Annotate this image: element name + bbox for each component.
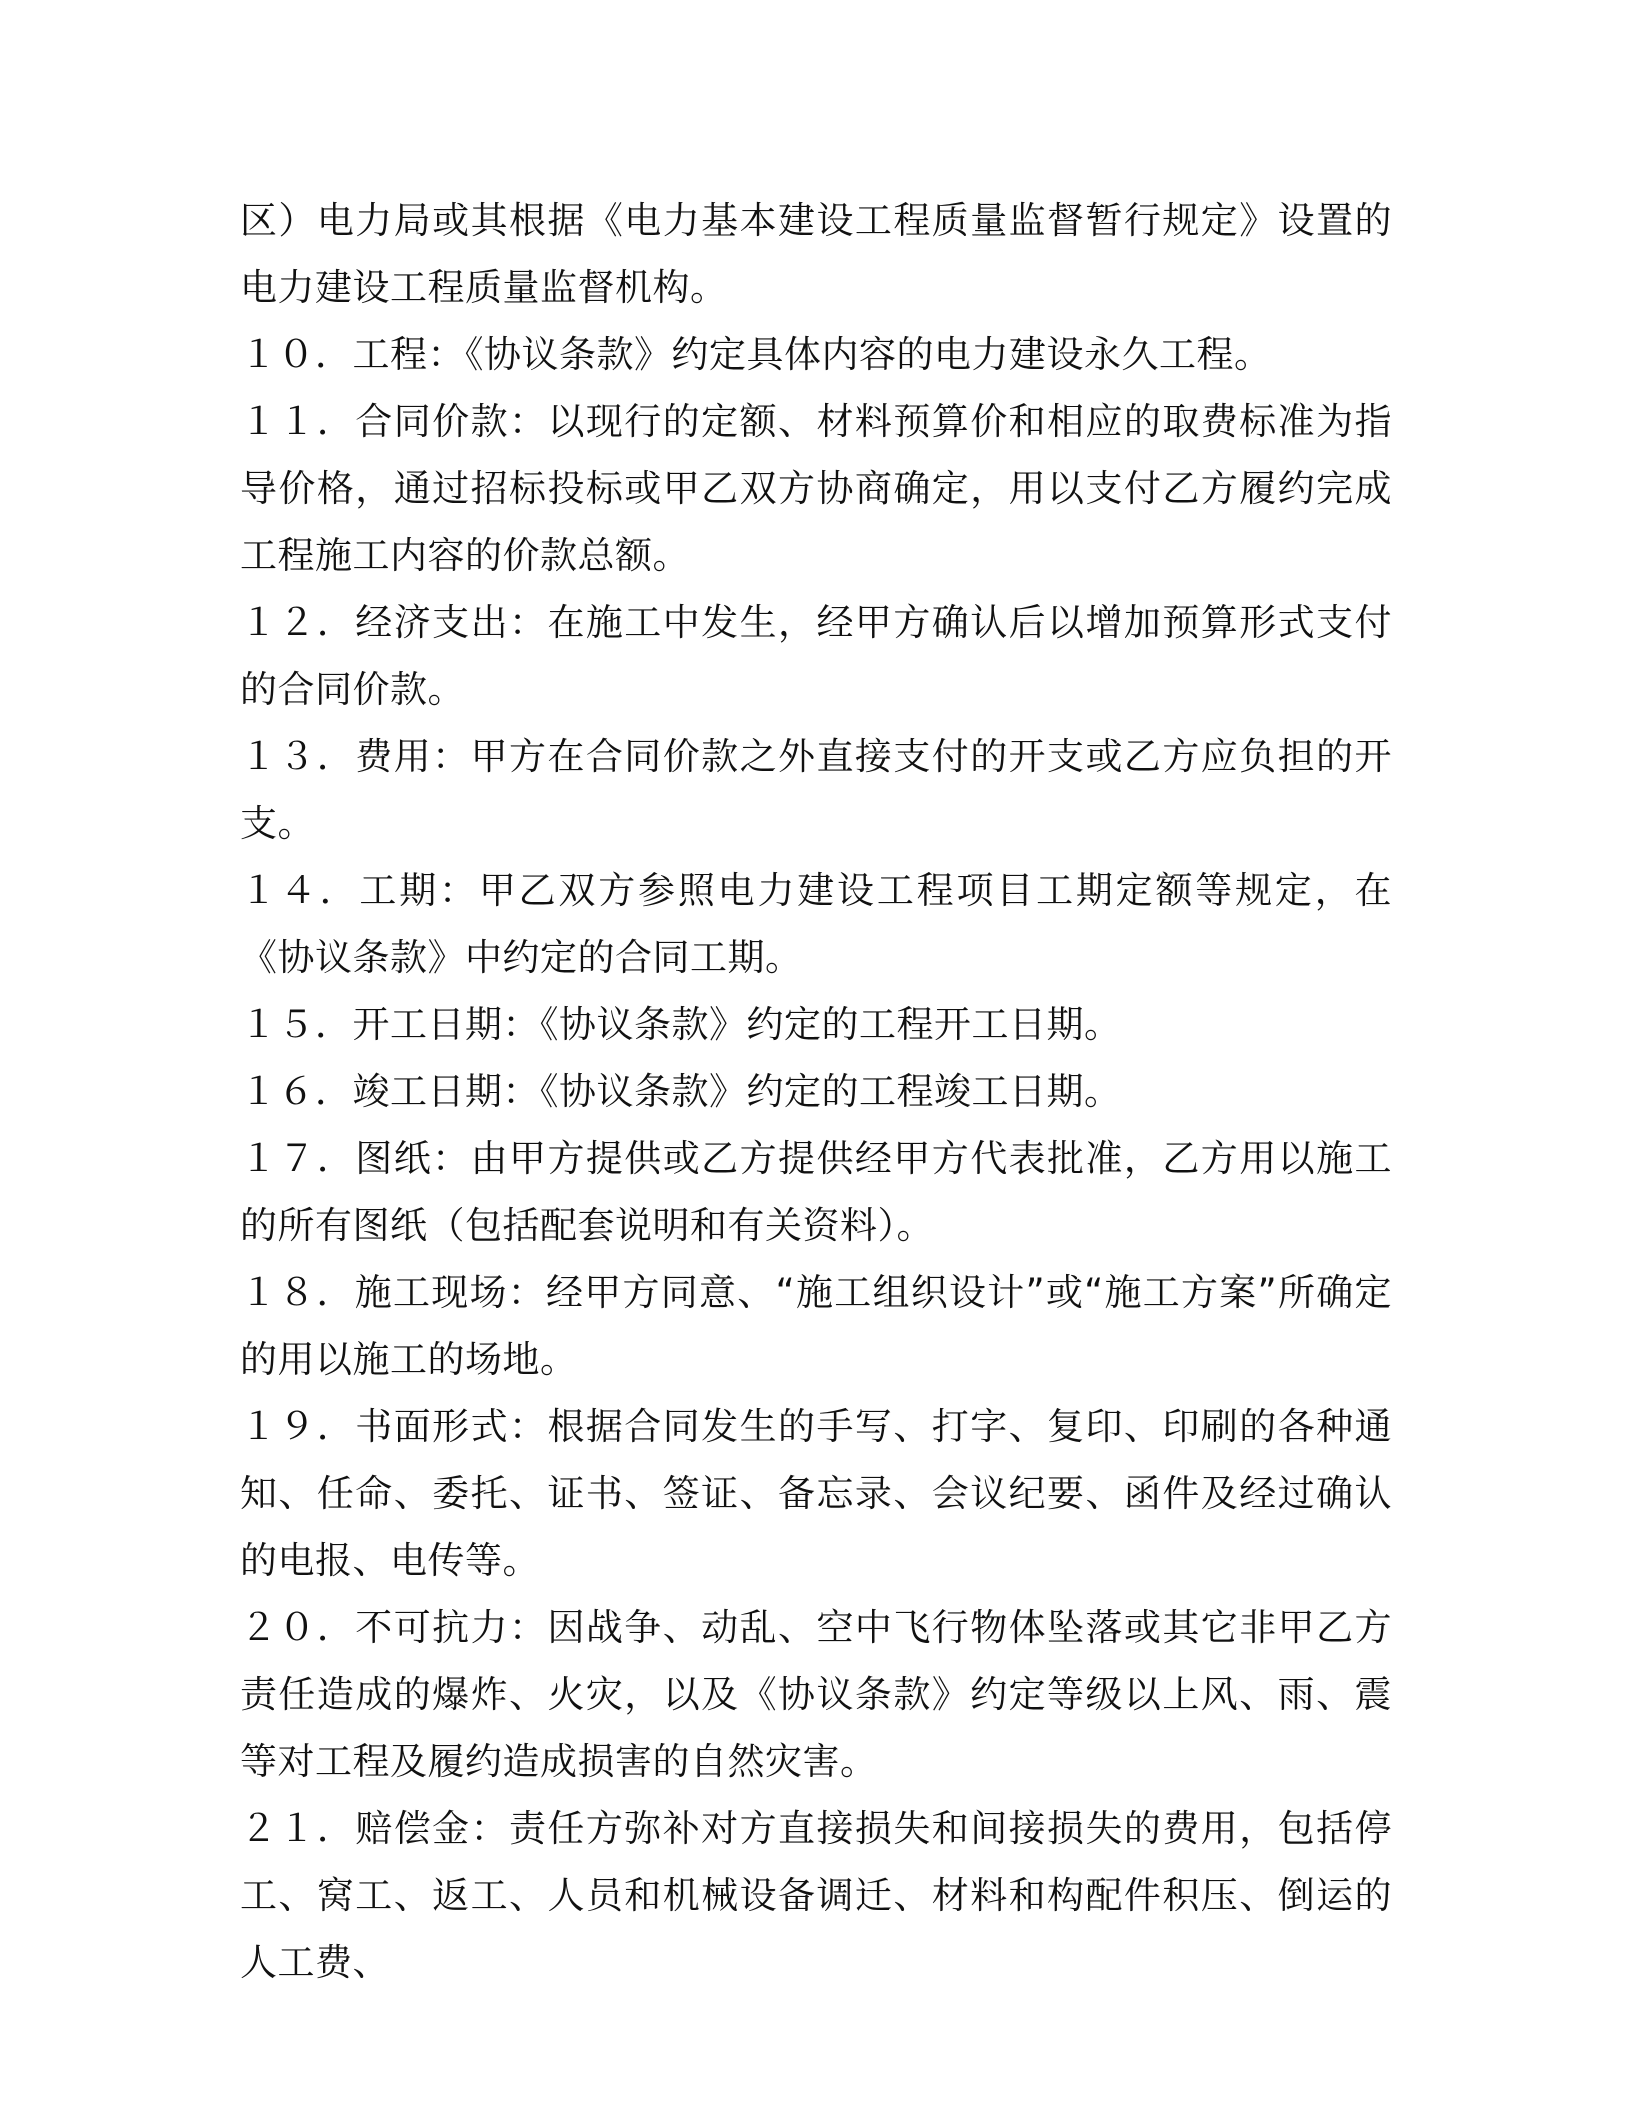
paragraph-21-compensation: ２１．赔偿金：责任方弥补对方直接损失和间接损失的费用，包括停工、窝工、返工、人员和机械设备调迁、材料和构配件积压、倒运的人工费、 <box>240 1807 1392 1984</box>
paragraph-10-project: １０．工程：《协议条款》约定具体内容的电力建设永久工程。 <box>240 333 1272 376</box>
paragraph-13-expenses: １３．费用：甲方在合同价款之外直接支付的开支或乙方应负担的开支。 <box>240 735 1392 845</box>
paragraph-18-construction-site: １８．施工现场：经甲方同意、“施工组织设计”或“施工方案”所确定的用以施工的场地。 <box>240 1271 1392 1381</box>
paragraph-15-start-date: １５．开工日期：《协议条款》约定的工程开工日期。 <box>240 1003 1122 1046</box>
paragraph-12-economic-expenditure: １２．经济支出：在施工中发生，经甲方确认后以增加预算形式支付的合同价款。 <box>240 601 1392 711</box>
paragraph-20-force-majeure: ２０．不可抗力：因战争、动乱、空中飞行物体坠落或其它非甲乙方责任造成的爆炸、火灾，以及《协议条款》约定等级以上风、雨、震等对工程及履约造成损害的自然灾害。 <box>240 1606 1392 1783</box>
paragraph-continuation-supervision-agency: 区）电力局或其根据《电力基本建设工程质量监督暂行规定》设置的电力建设工程质量监督机构。 <box>240 199 1392 309</box>
paragraph-14-construction-period: １４．工期：甲乙双方参照电力建设工程项目工期定额等规定，在《协议条款》中约定的合同工期。 <box>240 869 1392 979</box>
paragraph-17-drawings: １７．图纸：由甲方提供或乙方提供经甲方代表批准，乙方用以施工的所有图纸（包括配套说明和有关资料）。 <box>240 1137 1392 1247</box>
paragraph-16-completion-date: １６．竣工日期：《协议条款》约定的工程竣工日期。 <box>240 1070 1122 1113</box>
paragraph-11-contract-price: １１．合同价款：以现行的定额、材料预算价和相应的取费标准为指导价格，通过招标投标或甲乙双方协商确定，用以支付乙方履约完成工程施工内容的价款总额。 <box>240 400 1392 577</box>
document-page <box>240 187 1392 1996</box>
paragraph-19-written-form: １９．书面形式：根据合同发生的手写、打字、复印、印刷的各种通知、任命、委托、证书、签证、备忘录、会议纪要、函件及经过确认的电报、电传等。 <box>240 1405 1392 1582</box>
